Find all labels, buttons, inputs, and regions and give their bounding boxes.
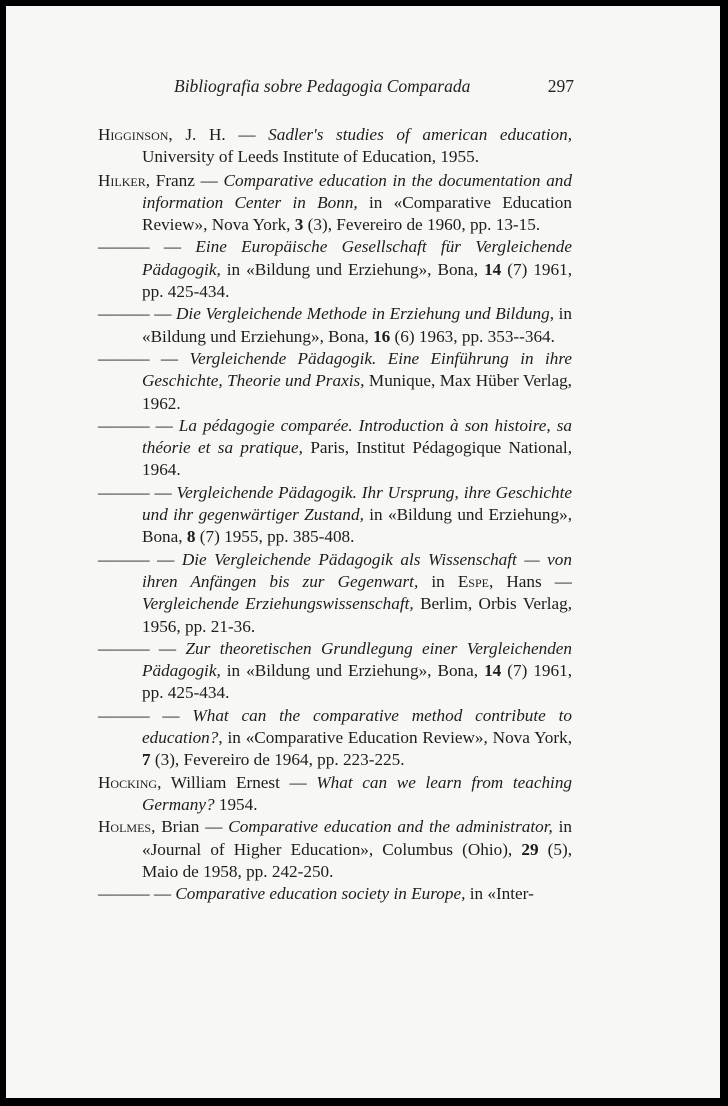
volume-number: 7 xyxy=(142,750,151,770)
page-number: 297 xyxy=(547,76,574,96)
separator-dash: — xyxy=(541,571,572,591)
volume-number: 8 xyxy=(186,527,196,547)
separator-dash: — xyxy=(149,705,193,725)
author-given-name: William Ernest xyxy=(161,772,280,792)
work-title: Die Vergleichende Pädagogik als Wissenschaft — von ihren Anfängen bis zur Gegenwart, xyxy=(142,549,572,591)
bibliography-entry xyxy=(98,303,572,348)
publication-details: (7) 1961, pp. 425-434. xyxy=(142,259,573,302)
separator-dash: — xyxy=(279,772,317,792)
volume-number: 14 xyxy=(484,259,502,279)
same-author-rule: ——— xyxy=(98,348,150,368)
publication-details: (6) 1963, pp. 353--364. xyxy=(390,326,555,346)
publication-details: University of Leeds Institute of Education, 1955. xyxy=(142,147,479,167)
same-author-rule: ——— xyxy=(98,237,150,257)
work-title: Vergleichende Pädagogik. Ihr Ursprung, ihre Geschichte und ihr gegenwärtiger Zustand, xyxy=(142,482,573,525)
bibliography-list xyxy=(98,124,572,905)
separator-dash: — xyxy=(149,415,179,435)
separator-dash: — xyxy=(149,348,190,368)
publication-details: 1954. xyxy=(214,794,258,814)
bibliography-entry xyxy=(98,415,572,482)
publication-details: in «Comparative Education Review», Nova York, xyxy=(222,728,572,748)
author-surname: Hocking, xyxy=(98,772,162,792)
publication-details: in «Bildung und Erziehung», Bona, xyxy=(220,259,485,279)
running-header xyxy=(174,76,574,106)
volume-number: 29 xyxy=(521,839,539,859)
bibliography-entry xyxy=(98,348,572,415)
publication-details: (3), Fevereiro de 1960, pp. 13-15. xyxy=(303,215,541,235)
work-title: Vergleichende Pädagogik. Eine Einführung in ihre Geschichte, Theorie und Praxis, xyxy=(142,348,573,391)
bibliography-entry xyxy=(98,816,572,883)
same-author-rule: ——— xyxy=(98,638,150,658)
work-title: Comparative education and the administrator, xyxy=(228,817,553,837)
author-surname: Higginson, xyxy=(98,125,173,144)
publication-details: in «Bildung und Erziehung», Bona, xyxy=(220,661,485,681)
work-title: Die Vergleichende Methode in Erziehung und Bildung, xyxy=(176,304,554,324)
separator-dash: — xyxy=(149,638,186,658)
bibliography-entry xyxy=(98,482,572,549)
volume-number: 16 xyxy=(373,326,391,346)
same-author-rule: ——— xyxy=(98,415,150,435)
publication-details: in «Comparative Education Review», Nova York, xyxy=(142,192,572,235)
publication-details: in «Inter- xyxy=(465,884,534,904)
separator-dash: — xyxy=(149,884,176,904)
editor-surname: Espe, xyxy=(457,571,494,591)
publication-details: in xyxy=(418,571,458,591)
work-title: Comparative education society in Europe, xyxy=(175,884,466,904)
same-author-rule: ——— xyxy=(98,304,150,324)
work-title: What can the comparative method contribute to education?, xyxy=(142,705,572,748)
author-surname: Holmes, xyxy=(98,817,156,837)
work-title: La pédagogie comparée. Introduction à son histoire, sa théorie et sa pratique, xyxy=(142,415,572,458)
work-title: Sadler's studies of american education, xyxy=(268,125,573,144)
page xyxy=(6,6,720,1098)
work-title: Comparative education in the documentation and information Center in Bonn, xyxy=(142,170,572,212)
publication-details: (7) 1961, pp. 425-434. xyxy=(142,661,573,703)
separator-dash: — xyxy=(225,125,269,144)
publication-details: (5), Maio de 1958, pp. 242-250. xyxy=(142,839,572,881)
separator-dash: — xyxy=(149,549,182,569)
publication-details: in «Journal of Higher Education», Columbus (Ohio), xyxy=(142,817,572,859)
bibliography-entry xyxy=(98,170,572,237)
volume-number: 3 xyxy=(294,215,304,235)
author-given-name: Brian xyxy=(155,817,200,837)
bibliography-entry xyxy=(98,549,572,638)
bibliography-entry xyxy=(98,638,572,705)
author-surname: Hilker, xyxy=(98,170,151,190)
author-given-name: J. H. xyxy=(172,125,226,144)
separator-dash: — xyxy=(194,170,224,190)
running-title: Bibliografia sobre Pedagogia Comparada xyxy=(174,76,471,96)
bibliography-entry xyxy=(98,705,572,772)
publication-details: in «Bildung und Erziehung», Bona, xyxy=(142,505,573,547)
bibliography-entry xyxy=(98,124,572,169)
bibliography-entry xyxy=(98,883,572,905)
bibliography-entry xyxy=(98,772,572,817)
publication-details: (3), Fevereiro de 1964, pp. 223-225. xyxy=(150,750,405,770)
volume-number: 14 xyxy=(484,661,502,681)
publication-details: (7) 1955, pp. 385-408. xyxy=(195,527,355,547)
bibliography-entry xyxy=(98,236,572,303)
publication-details: in «Bildung und Erziehung», Bona, xyxy=(142,304,573,346)
author-given-name: Franz xyxy=(150,170,195,190)
same-author-rule: ——— xyxy=(98,549,150,569)
work-title: Zur theoretischen Grundlegung einer Vergleichenden Pädagogik, xyxy=(142,638,573,681)
collection-title: Vergleichende Erziehungswissenschaft, xyxy=(142,594,414,614)
work-title: Eine Europäische Gesellschaft für Vergleichende Pädagogik, xyxy=(142,237,572,279)
publication-details: Paris, Institut Pédagogique National, 1964. xyxy=(142,438,572,480)
same-author-rule: ——— xyxy=(98,884,150,904)
editor-given-name: Hans xyxy=(493,571,542,591)
separator-dash: — xyxy=(149,237,196,257)
separator-dash: — xyxy=(199,817,229,837)
publication-details: Berlim, Orbis Verlag, 1956, pp. 21-36. xyxy=(142,594,572,636)
separator-dash: — xyxy=(149,482,177,502)
separator-dash: — xyxy=(149,304,177,324)
same-author-rule: ——— xyxy=(98,705,150,725)
work-title: What can we learn from teaching Germany? xyxy=(142,772,573,814)
same-author-rule: ——— xyxy=(98,482,150,502)
publication-details: Munique, Max Hüber Verlag, 1962. xyxy=(142,371,572,413)
